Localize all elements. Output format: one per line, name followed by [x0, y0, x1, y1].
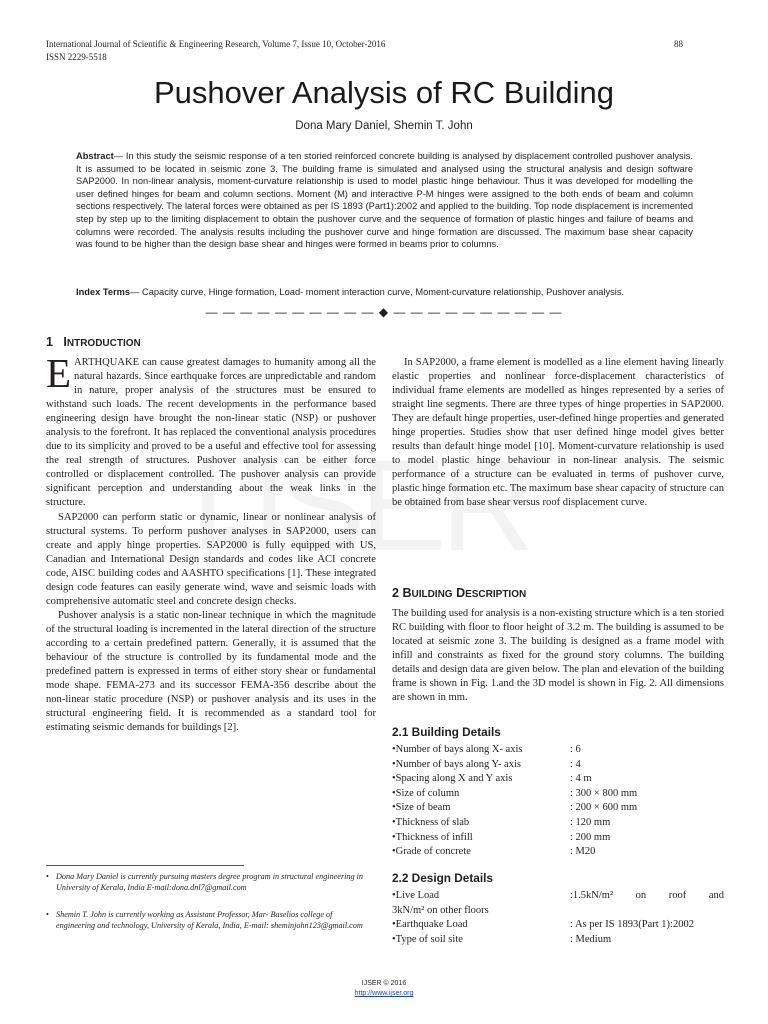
footnote-bullet: • [46, 872, 49, 881]
section-divider: — — — — — — — — — — ◆ — — — — — — — — — — [205, 305, 563, 319]
paper-title: Pushover Analysis of RC Building [153, 75, 615, 110]
detail-row [392, 743, 724, 758]
detail-label: •Number of bays along Y- axis [392, 758, 521, 770]
detail-row [392, 816, 724, 831]
section-1-number: 1 [46, 335, 53, 349]
live-load-value: :1.5kN/m² on roof and [570, 890, 724, 901]
section-2-title-first: B [402, 586, 412, 600]
detail-value: : 200 × 600 mm [570, 802, 638, 814]
drop-cap: E [46, 350, 72, 396]
detail-label: •Earthquake Load [392, 919, 468, 931]
footnote-bullet: • [46, 910, 49, 919]
detail-row [392, 831, 724, 846]
abstract [76, 150, 693, 251]
detail-label: •Thickness of infill [392, 831, 473, 843]
detail-label: •Spacing along X and Y axis [392, 773, 513, 785]
section-2-heading [392, 586, 526, 600]
abstract-text: In this study the seismic response of a ten storied reinforced concrete building is analysed by displacement controlled pushover analysis. It is assumed to be located in seismic zone 3. The building frame is simulated and analysed using the structural analysis and design software SAP2000. In non-linear analysis, moment-curvature relationship is used to model plastic hinge behaviour. Thus it was developed for modelling the user defined hinges for beam and column sections. Moment (M) and interactive P-M hinges were assigned to the both ends of beam and column sections respectively. The lateral forces were obtained as per IS 1893 (Part1):2002 and applied to the building. Top node displacement is incremented step by step up to the limiting displacement to obtain the pushover curve and the sequence of formation of plastic hinges and failure of beams and columns were recorded. The analysis results including the pushover curve and hinge formation are discussed. The maximum base shear capacity was found to be higher than the design base shear and hinges were formed in beams prior to columns. [76, 151, 693, 250]
section-1-title-first: I [63, 335, 67, 349]
section-1-heading [46, 335, 141, 349]
intro-paragraph-3: Pushover analysis is a static non-linear technique in which the magnitude of the structural loading is incremented in the lateral direction of the structure according to a certain predefined pattern. Generally, it is assumed that the behaviour of the structure is controlled by its fundamental mode and the predefined pattern is expressed in terms of either story shear or fundamental mode shape. FEMA-273 and its successor FEMA-356 describe about the non-linear static procedure (NSP) or pushover analysis and its uses in the structural engineering field. It is recommended as a standard tool for estimating seismic demands for buildings [2]. [46, 609, 376, 734]
detail-row [392, 801, 724, 816]
detail-label: •Grade of concrete [392, 846, 471, 858]
building-description [392, 607, 724, 705]
section-2-number: 2 [392, 586, 399, 600]
section-2-title-mid: UILDING [411, 589, 453, 600]
left-column [46, 350, 376, 735]
detail-value: : 200 mm [570, 831, 611, 843]
detail-row [392, 933, 724, 948]
journal-link[interactable]: http://www.ijser.org [354, 990, 414, 997]
intro-paragraph-2: SAP2000 can perform static or dynamic, linear or nonlinear analysis of structural systems. To perform pushover analyses in SAP2000, users can create and apply hinge properties. SAP2000 is fully equipped with US, Canadian and International Design standards and codes like ACI concrete code, AISC building codes and AASHTO specifications [1]. These integrated design code features can easily generate wind, wave and seismic loads with comprehensive automatic steel and concrete design checks. [46, 511, 376, 607]
section-1-title-rest: NTRODUCTION [66, 338, 141, 349]
live-load-continuation: 3kN/m² on other floors [392, 904, 489, 916]
detail-label: •Size of column [392, 787, 460, 799]
footnote-text: Shemin T. John is currently working as Assistant Professor, Mar- Baselios college of engineering and technology, University of Kerala, India, E-mail: sheminjohn123@gmail.com [56, 910, 363, 930]
design-details-list [392, 889, 724, 947]
abstract-label: Abstract [76, 151, 114, 161]
detail-row [392, 787, 724, 802]
detail-value: : 300 × 800 mm [570, 787, 638, 799]
issn: ISSN 2229-5518 [46, 52, 107, 62]
detail-value: : 6 [570, 744, 581, 755]
detail-value: : M20 [570, 846, 596, 858]
index-terms [76, 286, 693, 299]
detail-row [392, 918, 724, 933]
detail-row [392, 845, 724, 860]
building-details-list [392, 743, 724, 860]
authors: Dona Mary Daniel, Shemin T. John [295, 120, 473, 132]
page-number: 88 [674, 39, 683, 49]
live-load-label: •Live Load [392, 890, 440, 901]
index-terms-label: Index Terms [76, 287, 131, 297]
abstract-dash: — [113, 151, 126, 161]
detail-row [392, 772, 724, 787]
journal-line: International Journal of Scientific & Engineering Research, Volume 7, Issue 10, October-2016 [46, 39, 386, 49]
detail-value: : 4 m [570, 773, 592, 785]
detail-label: •Number of bays along X- axis [392, 744, 523, 755]
index-terms-text: Capacity curve, Hinge formation, Load- moment interaction curve, Moment-curvature relationship, Pushover analysis. [141, 287, 625, 297]
right-column-intro [392, 356, 724, 511]
index-terms-dash: — [130, 287, 142, 297]
building-details-heading: 2.1 Building Details [392, 725, 501, 739]
detail-label: •Thickness of slab [392, 816, 470, 828]
detail-value: : 4 [570, 758, 581, 770]
page-footer [0, 979, 768, 999]
section-2-title-rest: ESCRIPTION [465, 589, 527, 600]
intro-p1-text: ARTHQUAKE can cause greatest damages to humanity among all the natural hazards. Since earthquake forces are unpredictable and random in nature, proper analysis of the structures must be ensured to withstand such loads. The recent developments in the performance based engineering design have brought the non-linear static (NSP) or pushover analysis to the forefront. It has replaced the conventional analysis procedures due to its simplicity and proved to be a useful and effective tool for assessing the real strength of structures. Pushover analysis can be either force controlled or displacement controlled. The pushover analysis can provide significant perception and understanding about the weak links in the structure. [46, 357, 376, 509]
intro-paragraph-1 [46, 350, 376, 511]
intro-paragraph-4: In SAP2000, a frame element is modelled as a line element having linearly elastic properties and nonlinear force-displacement characteristics of individual frame elements are modelled as hinges represented by a series of straight line segments. There are three types of hinge properties in SAP2000. They are default hinge properties, user-defined hinge properties and generated hinge properties. Studies show that user defined hinge model gives better results than default hinge model [10]. Moment-curvature relationship is used to model plastic hinge behaviour in non-linear analysis. The seismic performance of a structure can be evaluated in terms of pushover curve, plastic hinge formation etc. The maximum base shear capacity of structure can be obtained from base shear versus roof displacement curve. [392, 357, 724, 509]
detail-label: •Size of beam [392, 802, 451, 814]
footnote-text: Dona Mary Daniel is currently pursuing masters degree program in structural engineering in University of Kerala, India E-mail:dona.dnl7@gmail.com [56, 872, 364, 892]
section-2-paragraph: The building used for analysis is a non-existing structure which is a ten storied RC building with floor to floor height of 3.2 m. The building is assumed to be located at seismic zone 3. The building is designed as a frame model with infill and constraints as fixed for the ground story columns. The building details and design data are given below. The plan and elevation of the building frame is shown in Fig. 1.and the 3D model is shown in Fig. 2. All dimensions are shown in mm. [392, 608, 724, 704]
detail-value: : Medium [570, 933, 612, 945]
copyright: IJSER © 2016 [361, 980, 407, 987]
section-2-title-first2: D [456, 586, 466, 600]
design-details-heading: 2.2 Design Details [392, 871, 493, 885]
detail-label: •Type of soil site [392, 933, 463, 945]
detail-value: : 120 mm [570, 816, 611, 828]
detail-value: : As per IS 1893(Part 1):2002 [570, 919, 694, 931]
detail-row [392, 904, 724, 919]
detail-row [392, 758, 724, 773]
footnote-rule [46, 865, 244, 866]
detail-row [392, 889, 724, 904]
running-header [46, 38, 686, 64]
